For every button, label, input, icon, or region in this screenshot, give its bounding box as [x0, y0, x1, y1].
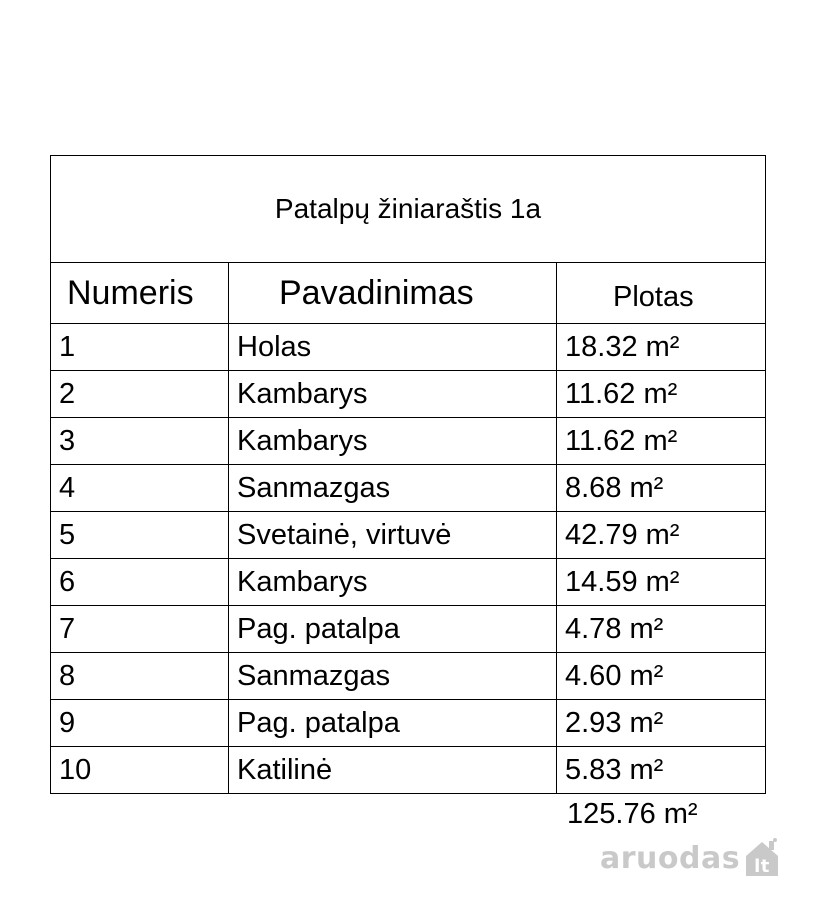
cell-area: 4.60 m² — [557, 653, 766, 700]
table-title: Patalpų žiniaraštis 1a — [51, 156, 766, 263]
cell-number: 3 — [51, 418, 229, 465]
title-row — [51, 156, 766, 263]
cell-number: 2 — [51, 371, 229, 418]
cell-area: 8.68 m² — [557, 465, 766, 512]
cell-name: Sanmazgas — [229, 465, 557, 512]
column-header-number: Numeris — [51, 263, 229, 324]
cell-number: 5 — [51, 512, 229, 559]
table-row — [51, 559, 766, 606]
cell-name: Pag. patalpa — [229, 606, 557, 653]
cell-name: Katilinė — [229, 747, 557, 794]
cell-area: 18.32 m² — [557, 324, 766, 371]
cell-number: 6 — [51, 559, 229, 606]
cell-name: Pag. patalpa — [229, 700, 557, 747]
cell-number: 1 — [51, 324, 229, 371]
total-area: 125.76 m² — [567, 798, 698, 830]
table-row — [51, 747, 766, 794]
table-row — [51, 512, 766, 559]
cell-area: 5.83 m² — [557, 747, 766, 794]
cell-name: Kambarys — [229, 418, 557, 465]
table-row — [51, 324, 766, 371]
cell-number: 7 — [51, 606, 229, 653]
table-row — [51, 700, 766, 747]
cell-area: 14.59 m² — [557, 559, 766, 606]
cell-area: 4.78 m² — [557, 606, 766, 653]
cell-number: 4 — [51, 465, 229, 512]
column-header-name: Pavadinimas — [229, 263, 557, 324]
table-row — [51, 653, 766, 700]
cell-number: 9 — [51, 700, 229, 747]
room-schedule-table — [50, 155, 766, 794]
cell-name: Sanmazgas — [229, 653, 557, 700]
watermark-badge-text: lt — [754, 856, 770, 877]
cell-area: 2.93 m² — [557, 700, 766, 747]
table-row — [51, 371, 766, 418]
cell-name: Kambarys — [229, 371, 557, 418]
header-row — [51, 263, 766, 324]
cell-area: 42.79 m² — [557, 512, 766, 559]
cell-name: Kambarys — [229, 559, 557, 606]
cell-name: Svetainė, virtuvė — [229, 512, 557, 559]
table-row — [51, 606, 766, 653]
room-schedule — [50, 155, 765, 794]
aruodas-watermark — [600, 838, 782, 878]
table-row — [51, 418, 766, 465]
cell-name: Holas — [229, 324, 557, 371]
watermark-text: aruodas — [600, 840, 741, 876]
cell-area: 11.62 m² — [557, 371, 766, 418]
cell-number: 10 — [51, 747, 229, 794]
cell-area: 11.62 m² — [557, 418, 766, 465]
table-row — [51, 465, 766, 512]
house-icon — [742, 838, 782, 878]
column-header-area: Plotas — [557, 263, 766, 324]
cell-number: 8 — [51, 653, 229, 700]
